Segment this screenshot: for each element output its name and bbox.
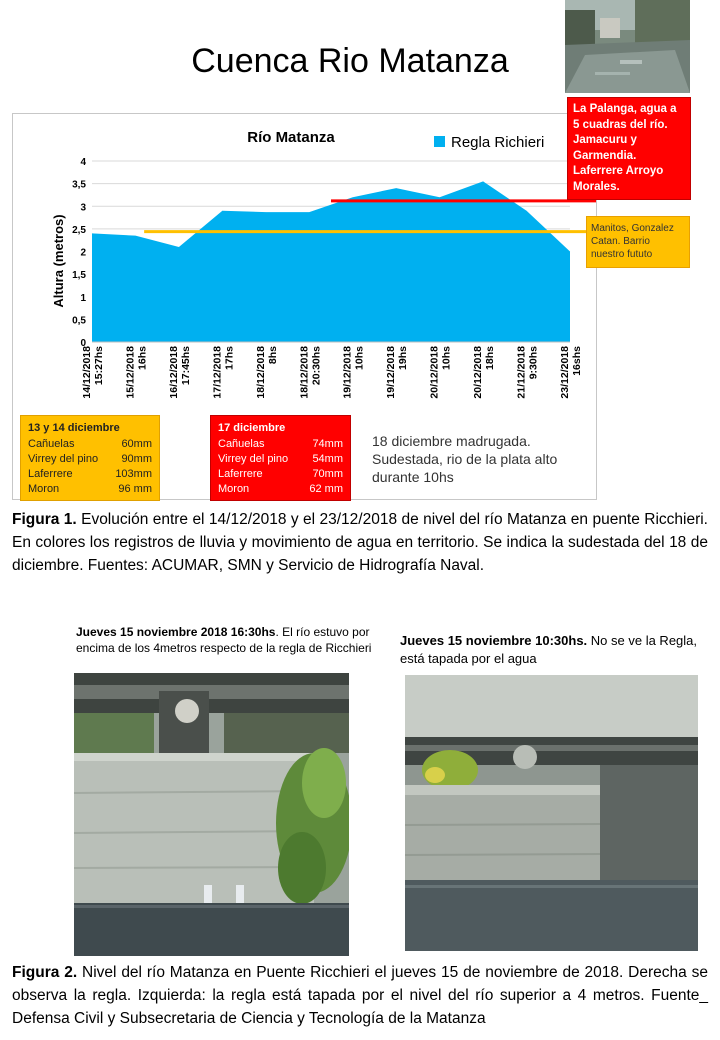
callout-manitos (586, 216, 690, 268)
series-area-regla-richieri (92, 181, 570, 342)
rain-amount: 90mm (121, 453, 152, 465)
right-photo-label-text: No se ve la Regla, está tapada por el agua (400, 633, 698, 666)
x-tick-label-line: 17/12/2018 (211, 346, 224, 399)
x-tick-label-line: 18/12/2018 (298, 346, 311, 399)
x-tick-label (255, 346, 279, 399)
bridge-photo-flooded (74, 673, 349, 956)
x-tick-label-line: 19/12/2018 (341, 346, 354, 399)
y-axis-label: Altura (metros) (51, 214, 66, 308)
rain-place: Moron (218, 483, 250, 495)
x-tick-label (211, 346, 235, 399)
rain-amount: 103mm (115, 468, 152, 480)
bridge-photo-gauge-covered (405, 675, 698, 951)
rain-amount: 54mm (312, 453, 343, 465)
figure-1-text: Evolución entre el 14/12/2018 y el 23/12/2018 de nivel del río Matanza en puente Ricchieri. En colores los registros de lluvia y movimiento de agua en territorio. Se indica la sudestada del 18 de diciembre. Fuentes: ACUMAR, SMN y Servicio de Hidrografía Naval. (12, 511, 708, 574)
rain-amount: 70mm (312, 468, 343, 480)
x-tick-label-line: 16/12/2018 (167, 346, 180, 399)
page-title: Cuenca Rio Matanza (191, 42, 509, 80)
rain-row (218, 452, 343, 467)
x-tick-label (168, 346, 192, 399)
chart-title: Río Matanza (247, 129, 335, 146)
legend-label: Regla Richieri (451, 134, 545, 151)
y-tick-label: 1,5 (72, 270, 86, 282)
x-tick-label (429, 346, 453, 399)
x-tick-label-line: 10hs (353, 346, 366, 370)
x-tick-label-line: 20/12/2018 (472, 346, 485, 399)
rain-row (218, 437, 343, 452)
x-tick-label-line: 17:45hs (179, 346, 192, 386)
x-tick-label-line: 15/12/2018 (124, 346, 137, 399)
left-photo-label (76, 624, 386, 656)
rain-row (218, 482, 343, 497)
rain-row (28, 467, 152, 482)
x-tick-label-line: 23/12/2018 (559, 346, 571, 399)
rain-place: Laferrere (28, 468, 73, 480)
figure-2-caption (12, 961, 708, 1030)
x-tick-label (124, 346, 148, 399)
x-tick-label (472, 346, 496, 399)
figure-2-label: Figura 2. (12, 964, 78, 981)
y-tick-label: 1 (80, 292, 86, 304)
left-photo-label-text: . El río estuvo por encima de los 4metros respecto de la regla de Ricchieri (76, 625, 372, 655)
y-tick-label: 2 (80, 247, 86, 259)
rain-box-13-14-december (20, 415, 160, 501)
legend-swatch (434, 136, 445, 147)
rain-box-heading: 13 y 14 diciembre (28, 422, 120, 434)
flooded-street-photo (565, 0, 690, 93)
callout-text: Manitos, Gonzalez Catan. Barrio nuestro fututo (591, 223, 674, 260)
rain-place: Laferrere (218, 468, 263, 480)
x-tick-label (298, 346, 322, 399)
x-tick-label (516, 346, 540, 399)
rain-place: Cañuelas (218, 438, 265, 450)
figure-1-label: Figura 1. (12, 511, 77, 528)
x-tick-label (342, 346, 366, 399)
x-tick-label-line: 8hs (266, 346, 279, 365)
rain-row (28, 482, 152, 497)
figure-1-caption (12, 508, 708, 577)
rain-place: Virrey del pino (28, 453, 99, 465)
rain-amount: 60mm (121, 438, 152, 450)
x-tick-label-line: 10hs (440, 346, 453, 370)
x-tick-label-line: 20:30hs (310, 346, 323, 386)
callout-la-palanga (567, 97, 691, 200)
rain-amount: 62 mm (309, 483, 343, 495)
y-tick-label: 0,5 (72, 315, 86, 327)
x-tick-label-line: 20/12/2018 (428, 346, 441, 399)
rain-row (28, 437, 152, 452)
right-photo-label-bold: Jueves 15 noviembre 10:30hs. (400, 633, 588, 648)
y-tick-label: 2,5 (72, 224, 86, 236)
rain-box-17-december (210, 415, 351, 501)
x-tick-label-line: 18/12/2018 (254, 346, 267, 399)
x-tick-label-line: 15:27hs (93, 346, 105, 386)
callout-text: La Palanga, agua a 5 cuadras del río. Jamacuru y Garmendia. Laferrere Arroyo Morales. (573, 103, 677, 193)
y-tick-label: 3 (80, 202, 86, 214)
x-tick-label (385, 346, 409, 399)
x-tick-label-line: 16shs (571, 346, 583, 376)
rain-amount: 96 mm (118, 483, 152, 495)
x-tick-label (81, 346, 105, 399)
rain-row (28, 452, 152, 467)
x-tick-label-line: 16hs (136, 346, 149, 370)
x-tick-label-line: 19/12/2018 (385, 346, 398, 399)
area-series-layer (92, 181, 570, 342)
rain-box-heading: 17 diciembre (218, 422, 286, 434)
rain-place: Cañuelas (28, 438, 75, 450)
y-tick-label: 4 (80, 157, 86, 168)
y-tick-label: 0 (80, 338, 86, 349)
x-tick-label (559, 346, 583, 399)
x-tick-label-line: 9:30hs (527, 346, 540, 380)
x-tick-label-line: 14/12/2018 (81, 346, 93, 399)
left-photo-label-bold: Jueves 15 noviembre 2018 16:30hs (76, 625, 276, 639)
y-tick-label: 3,5 (72, 179, 86, 191)
x-tick-label-line: 17hs (223, 346, 236, 370)
x-tick-label-line: 18hs (484, 346, 497, 370)
right-photo-label (400, 632, 700, 668)
rain-place: Moron (28, 483, 60, 495)
rain-place: Virrey del pino (218, 453, 289, 465)
sudestada-note: 18 diciembre madrugada. Sudestada, rio de la plata alto durante 10hs (372, 433, 558, 485)
x-tick-label-line: 21/12/2018 (515, 346, 528, 399)
figure-2-text: Nivel del río Matanza en Puente Ricchieri el jueves 15 de noviembre de 2018. Derecha se observa la regla. Izquierda: la regla está tapada por el nivel del río superior a 4 metros. Fuente_ Defensa Civil y Subsecretaria de Ciencia y Tecnología de la Matanza (12, 964, 708, 1027)
rain-amount: 74mm (312, 438, 343, 450)
rain-row (218, 467, 343, 482)
x-tick-label-line: 19hs (397, 346, 410, 370)
